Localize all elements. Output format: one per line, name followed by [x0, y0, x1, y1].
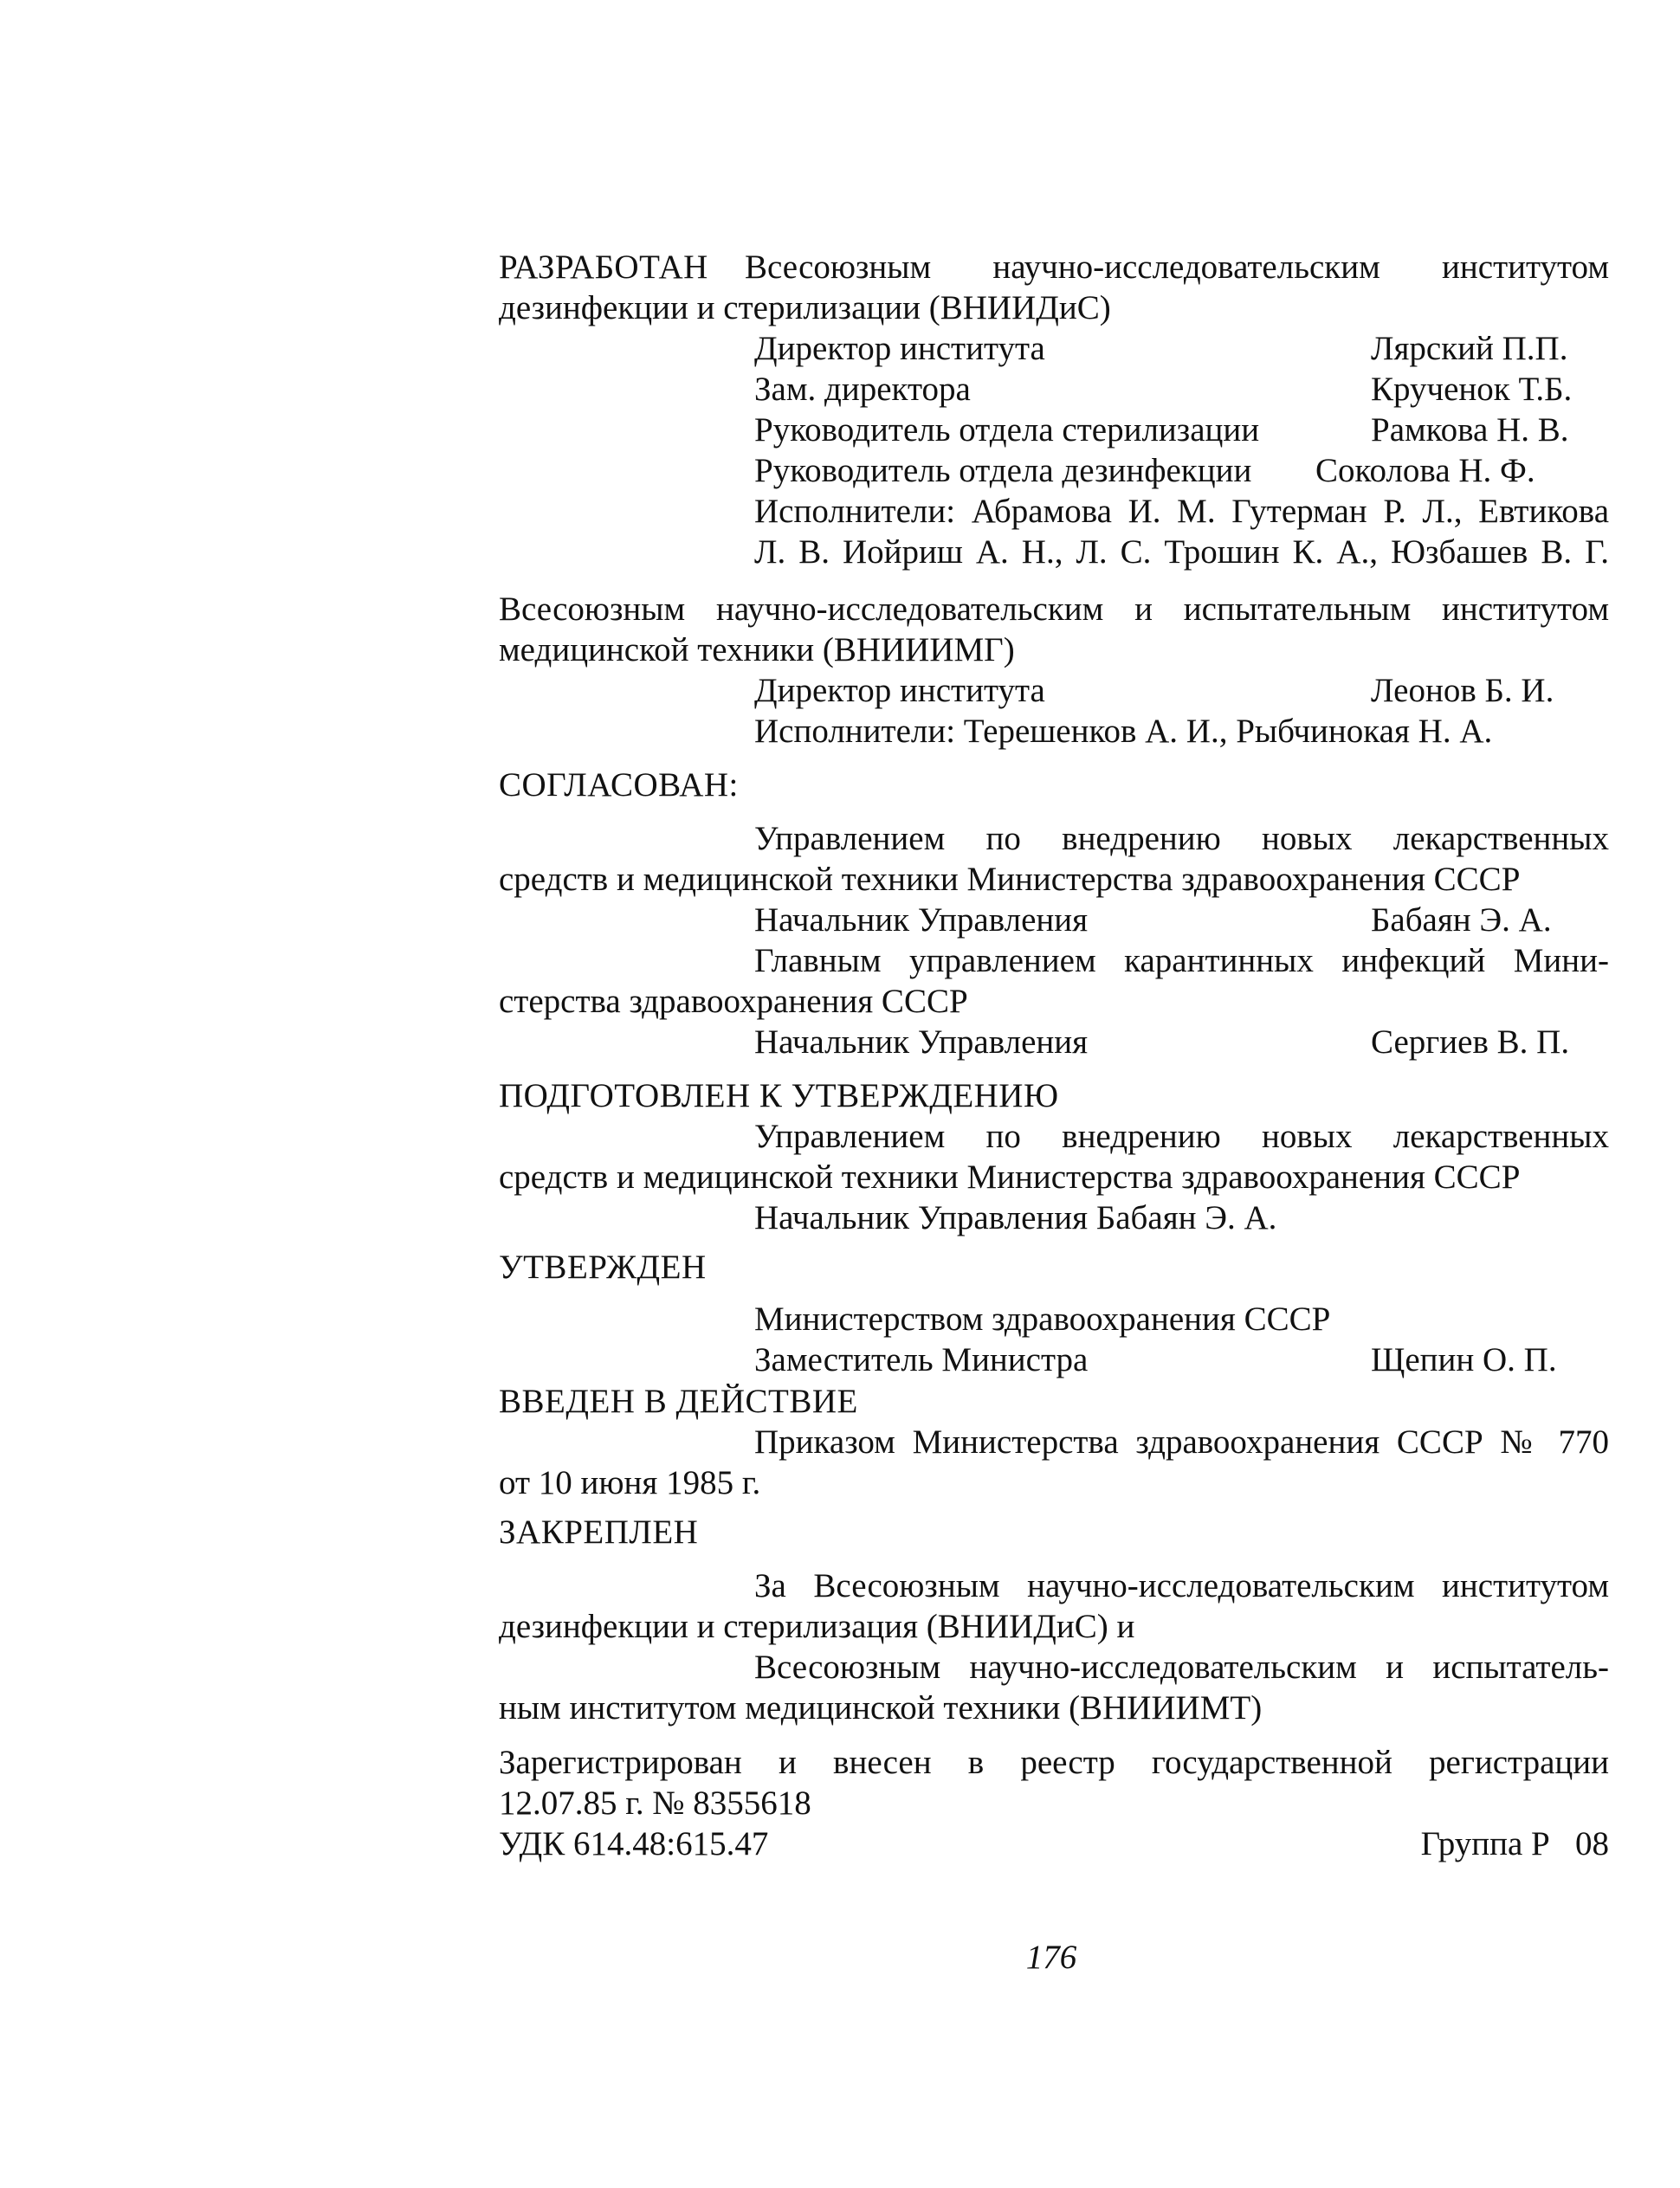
heading-podgotovlen: ПОДГОТОВЛЕН К УТВЕРЖДЕНИЮ: [499, 1077, 1059, 1114]
zakreplen-line3: Всесоюзным научно-исследовательским и испытатель-: [754, 1649, 1609, 1686]
soglasovan-org2-line1: Главным управлением карантинных инфекций Мини-: [754, 942, 1609, 979]
razrabotan-org-line1: Всесоюзным научно-исследовательским институтом: [745, 248, 1609, 286]
vniiimg-executors: Исполнители: Терешенков А. И., Рыбчинокая Н. А.: [754, 713, 1493, 750]
vniiimg-org-line1: Всесоюзным научно-исследовательским и испытательным институтом: [499, 591, 1609, 628]
soglasovan-org1-line2: средств и медицинской техники Министерства здравоохранения СССР: [499, 861, 1521, 898]
vveden-order-line2: от 10 июня 1985 г.: [499, 1464, 761, 1501]
podgotovlen-org-line2: средств и медицинской техники Министерства здравоохранения СССР: [499, 1159, 1521, 1196]
podgotovlen-org-line1: Управлением по внедрению новых лекарственных: [754, 1118, 1609, 1155]
soglasovan-org2-line2: стерства здравоохранения СССР: [499, 983, 968, 1020]
name-director: Лярский П.П.: [1371, 330, 1568, 367]
soglasovan-head2-role: Начальник Управления: [754, 1023, 1089, 1061]
vveden-order-line1: Приказом Министерства здравоохранения СССР № 770: [754, 1423, 1609, 1461]
heading-utverzhden: УТВЕРЖДЕН: [499, 1249, 707, 1286]
role-deputy-director: Зам. директора: [754, 371, 971, 408]
heading-zakreplen: ЗАКРЕПЛЕН: [499, 1514, 699, 1551]
heading-razrabotan: РАЗРАБОТАН: [499, 248, 708, 286]
utverzhden-deputy-role: Заместитель Министра: [754, 1341, 1089, 1378]
zakreplen-line2: дезинфекции и стерилизация (ВНИИДиС) и: [499, 1608, 1135, 1645]
vniiimg-role-director: Директор института: [754, 672, 1045, 709]
soglasovan-head1-role: Начальник Управления: [754, 901, 1089, 939]
podgotovlen-head: Начальник Управления Бабаян Э. А.: [754, 1199, 1277, 1236]
razrabotan-executors-line1: Исполнители: Абрамова И. М. Гутерман Р. Л., Евтикова: [754, 493, 1609, 530]
vniiimg-org-line2: медицинской техники (ВНИИИМГ): [499, 631, 1015, 668]
group-code: Группа Р 08: [1420, 1825, 1609, 1862]
razrabotan-org-line2: дезинфекции и стерилизации (ВНИИДиС): [499, 289, 1111, 326]
registration-line2: 12.07.85 г. № 8355618: [499, 1785, 811, 1822]
zakreplen-line4: ным институтом медицинской техники (ВНИИИМТ): [499, 1689, 1263, 1727]
soglasovan-head1-name: Бабаян Э. А.: [1371, 901, 1552, 939]
zakreplen-line1: За Всесоюзным научно-исследовательским институтом: [754, 1567, 1609, 1604]
udk-code: УДК 614.48:615.47: [499, 1825, 769, 1862]
name-head-disinfection: Соколова Н. Ф.: [1315, 452, 1535, 489]
role-director: Директор института: [754, 330, 1045, 367]
name-deputy-director: Крученок Т.Б.: [1371, 371, 1573, 408]
heading-soglasovan: СОГЛАСОВАН:: [499, 766, 739, 804]
registration-line1: Зарегистрирован и внесен в реестр государственной регистрации: [499, 1744, 1609, 1781]
vniiimg-name-director: Леонов Б. И.: [1371, 672, 1554, 709]
heading-vveden: ВВЕДЕН В ДЕЙСТВИЕ: [499, 1383, 858, 1420]
soglasovan-org1-line1: Управлением по внедрению новых лекарственных: [754, 820, 1609, 857]
utverzhden-deputy-name: Щепин О. П.: [1371, 1341, 1557, 1378]
role-head-sterilization: Руководитель отдела стерилизации: [754, 411, 1260, 449]
utverzhden-org: Министерством здравоохранения СССР: [754, 1301, 1331, 1338]
role-head-disinfection: Руководитель отдела дезинфекции: [754, 452, 1252, 489]
page-number: 176: [1025, 1939, 1077, 1976]
soglasovan-head2-name: Сергиев В. П.: [1371, 1023, 1570, 1061]
name-head-sterilization: Рамкова Н. В.: [1371, 411, 1569, 449]
razrabotan-executors-line2: Л. В. Иойриш А. Н., Л. С. Трошин К. А., Юзбашев В. Г.: [754, 533, 1609, 571]
